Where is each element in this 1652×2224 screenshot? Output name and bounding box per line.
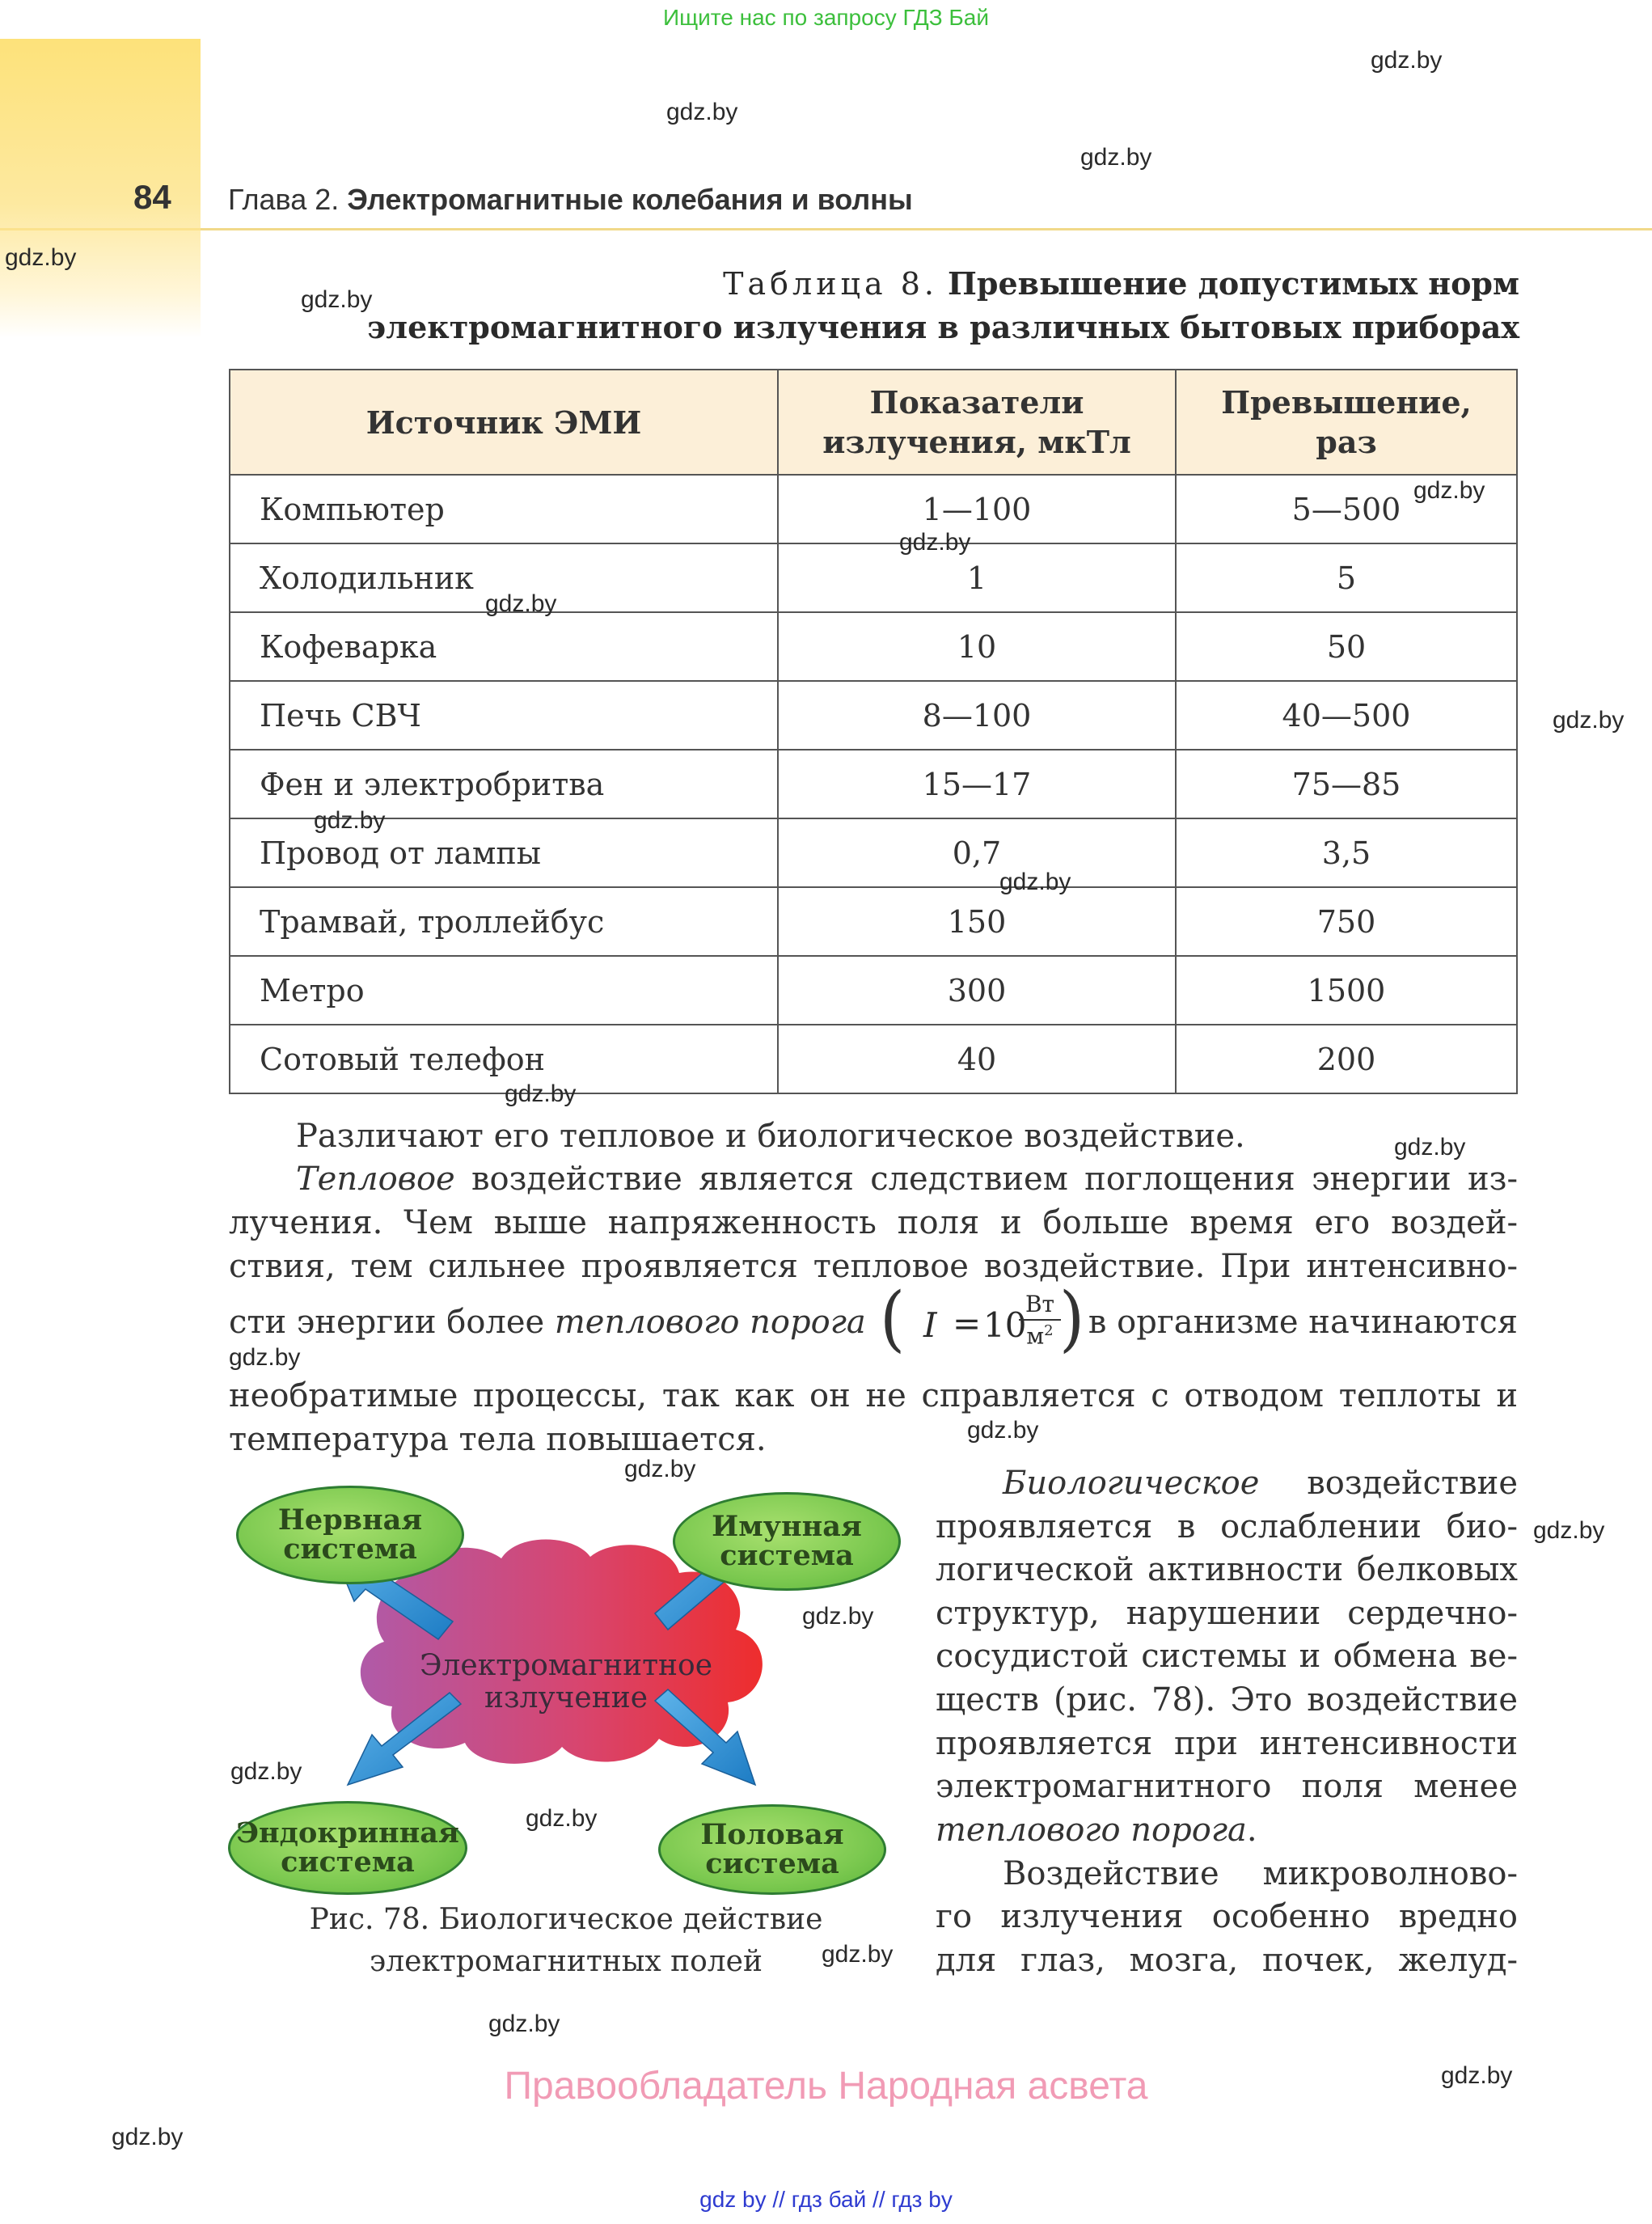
watermark: gdz.by [899, 529, 971, 556]
term-biological: Биологическое [1003, 1465, 1260, 1502]
watermark: gdz.by [802, 1603, 874, 1630]
table-row [230, 1025, 1517, 1093]
watermark: gdz.by [1394, 1134, 1466, 1161]
node-endocrine-line1: Эндокринная [236, 1816, 459, 1850]
formula-equals: = [953, 1304, 982, 1343]
header-rule [201, 228, 1652, 230]
watermark: gdz.by [999, 869, 1071, 895]
cell-source: Провод от лампы [230, 818, 778, 887]
rightsholder-notice: Правообладатель Народная асвета [504, 2065, 1148, 2108]
node-nervous-line1: Нервная [277, 1503, 423, 1537]
formula-unit-numerator: Вт [1025, 1291, 1055, 1317]
para-bio-line7: проявляется при интенсивности [936, 1725, 1518, 1762]
para-thermal-line6: температура тела повышается. [229, 1421, 767, 1458]
figure-caption-line2: электромагнитных полей [370, 1945, 763, 1978]
header-indicators-line1: Показатели [869, 384, 1084, 421]
table-caption-line2 [367, 306, 1519, 349]
para-intro: Различают его тепловое и биологическое воздействие. [296, 1118, 1245, 1155]
cell-excess: 40—500 [1176, 681, 1517, 750]
cell-excess: 3,5 [1176, 818, 1517, 887]
cell-excess: 750 [1176, 887, 1517, 956]
watermark: gdz.by [526, 1805, 598, 1832]
para-bio-line1 [1003, 1465, 1518, 1502]
para-microwave-line1: Воздействие микроволново- [1003, 1855, 1518, 1892]
watermark: gdz.by [230, 1758, 302, 1785]
cell-excess: 1500 [1176, 956, 1517, 1025]
cell-source: Сотовый телефон [230, 1025, 778, 1093]
node-nervous-line2: система [283, 1533, 417, 1566]
cell-indicator: 0,7 [778, 818, 1176, 887]
watermark: gdz.by [301, 286, 373, 313]
chapter-title [228, 183, 913, 217]
para-bio-line9-end: . [1246, 1812, 1257, 1849]
watermark: gdz.by [505, 1080, 577, 1107]
cell-source: Холодильник [230, 543, 778, 612]
chapter-name: Электромагнитные колебания и волны [347, 183, 913, 216]
cell-indicator: 15—17 [778, 750, 1176, 818]
watermark: gdz.by [488, 2010, 560, 2037]
para-bio-line8: электромагнитного поля менее [936, 1768, 1518, 1805]
para-bio-line6: ществ (рис. 78). Это воздействие [936, 1681, 1518, 1719]
para-thermal-line4-text: сти энергии более [229, 1304, 545, 1341]
table-header-row [230, 370, 1517, 475]
cell-source: Печь СВЧ [230, 681, 778, 750]
watermark: gdz.by [822, 1941, 894, 1968]
para-thermal-line4b: в организме начинаются [1088, 1304, 1518, 1341]
term-thermal: Тепловое [296, 1161, 455, 1198]
para-bio-line9 [936, 1812, 1257, 1849]
para-thermal-line3: ствия, тем сильнее проявляется тепловое воздействие. При интенсивно- [229, 1248, 1518, 1285]
table-row [230, 887, 1517, 956]
cell-indicator: 40 [778, 1025, 1176, 1093]
table-row [230, 475, 1517, 543]
watermark: gdz.by [1413, 477, 1485, 504]
header-indicators-line2: излучения, мкТл [822, 424, 1131, 460]
watermark: gdz.by [624, 1456, 696, 1482]
diagram-center-line1: Электромагнитное [419, 1649, 713, 1682]
para-bio-line3: логической активности белковых [936, 1551, 1518, 1588]
cell-excess: 200 [1176, 1025, 1517, 1093]
node-reproductive-line1: Половая [700, 1818, 844, 1851]
cell-indicator: 1—100 [778, 475, 1176, 543]
cell-source: Компьютер [230, 475, 778, 543]
node-nervous-system [236, 1486, 464, 1584]
formula-paren-right: ) [1059, 1277, 1085, 1360]
diagram-center-label [404, 1650, 728, 1715]
para-microwave-line2: го излучения особенно вредно [936, 1898, 1518, 1935]
para-thermal-line2: лучения. Чем выше напряженность поля и больше время его воздей- [229, 1204, 1518, 1241]
para-bio-line5: сосудистой системы и обмена ве- [936, 1638, 1518, 1675]
formula-unit-exponent: 2 [1044, 1322, 1054, 1339]
node-immune-line2: система [720, 1539, 854, 1572]
term-thermal-threshold: теплового порога [554, 1304, 866, 1341]
table-row [230, 612, 1517, 681]
para-bio-line1-text: воздействие [1307, 1465, 1518, 1502]
table-caption-line1 [367, 262, 1519, 306]
para-bio-line2: проявляется в ослаблении био- [936, 1508, 1518, 1545]
para-thermal-line5: необратимые процессы, так как он не справляется с отводом теплоты и [229, 1377, 1518, 1414]
formula-value: 10 [983, 1305, 1027, 1345]
para-thermal-line4a [229, 1304, 866, 1341]
table-row [230, 818, 1517, 887]
node-endocrine-system [228, 1801, 467, 1895]
table-row [230, 956, 1517, 1025]
node-endocrine-line2: система [281, 1846, 415, 1879]
para-thermal-line1-text: воздействие является следствием поглощения энергии из- [471, 1161, 1518, 1198]
watermark: gdz.by [5, 244, 77, 271]
formula-paren-left: ( [880, 1277, 906, 1360]
header-indicators [778, 370, 1176, 475]
figure-caption [218, 1899, 914, 1983]
formula-unit-den-text: м [1026, 1322, 1045, 1350]
table-caption [367, 262, 1519, 349]
cell-indicator: 1 [778, 543, 1176, 612]
para-bio-line4: структур, нарушении сердечно- [936, 1595, 1518, 1632]
para-thermal-line1 [296, 1161, 1518, 1198]
watermark: gdz.by [314, 807, 386, 834]
watermark: gdz.by [1441, 2062, 1513, 2089]
watermark: gdz.by [967, 1417, 1039, 1444]
term-thermal-threshold-2: теплового порога [936, 1812, 1247, 1849]
cell-indicator: 300 [778, 956, 1176, 1025]
watermark: gdz.by [1080, 144, 1152, 171]
cell-indicator: 150 [778, 887, 1176, 956]
formula-intensity [877, 1277, 1085, 1360]
watermark: gdz.by [666, 99, 738, 125]
watermark: gdz.by [112, 2124, 184, 2150]
header-excess-line2: раз [1316, 424, 1377, 460]
table-row [230, 750, 1517, 818]
table-row [230, 681, 1517, 750]
cell-source: Фен и электробритва [230, 750, 778, 818]
node-reproductive-line2: система [705, 1847, 839, 1880]
watermark: gdz.by [1553, 707, 1625, 734]
watermark: gdz.by [485, 590, 557, 617]
cell-source: Кофеварка [230, 612, 778, 681]
cell-excess: 5—500 [1176, 475, 1517, 543]
table-row [230, 543, 1517, 612]
node-reproductive-system [658, 1804, 886, 1895]
node-immune-system [673, 1492, 901, 1591]
header-excess [1176, 370, 1517, 475]
cell-excess: 50 [1176, 612, 1517, 681]
formula-unit [1017, 1291, 1063, 1349]
formula-symbol: I [923, 1305, 937, 1345]
table-caption-title2: электромагнитного излучения в различных бытовых приборах [367, 309, 1519, 345]
chapter-prefix: Глава 2. [228, 183, 340, 216]
header-rule-left [0, 228, 201, 230]
bottom-links[interactable]: gdz by // гдз бай // гдз by [699, 2187, 953, 2212]
table-caption-title1: Превышение допустимых норм [948, 265, 1519, 302]
emi-table [229, 369, 1518, 1094]
header-source-text: Источник ЭМИ [365, 404, 642, 441]
cell-excess: 5 [1176, 543, 1517, 612]
header-excess-line1: Превышение, [1221, 384, 1472, 421]
watermark: gdz.by [229, 1344, 301, 1371]
formula-fraction-bar [1019, 1319, 1061, 1321]
cell-source: Трамвай, троллейбус [230, 887, 778, 956]
cell-indicator: 8—100 [778, 681, 1176, 750]
node-immune-line1: Имунная [712, 1510, 862, 1543]
header-source [230, 370, 778, 475]
cell-source: Метро [230, 956, 778, 1025]
formula-unit-denominator [1017, 1322, 1063, 1349]
cell-excess: 75—85 [1176, 750, 1517, 818]
figure-caption-line1: Рис. 78. Биологическое действие [309, 1903, 823, 1936]
table-caption-label: Таблица 8. [723, 266, 938, 302]
para-microwave-line3: для глаз, мозга, почек, желуд- [936, 1942, 1518, 1979]
top-search-link[interactable]: Ищите нас по запросу ГДЗ Бай [662, 5, 990, 30]
watermark: gdz.by [1371, 47, 1443, 74]
watermark: gdz.by [1533, 1517, 1605, 1544]
page-number: 84 [133, 178, 171, 216]
diagram-center-line2: излучение [484, 1681, 649, 1715]
cell-indicator: 10 [778, 612, 1176, 681]
